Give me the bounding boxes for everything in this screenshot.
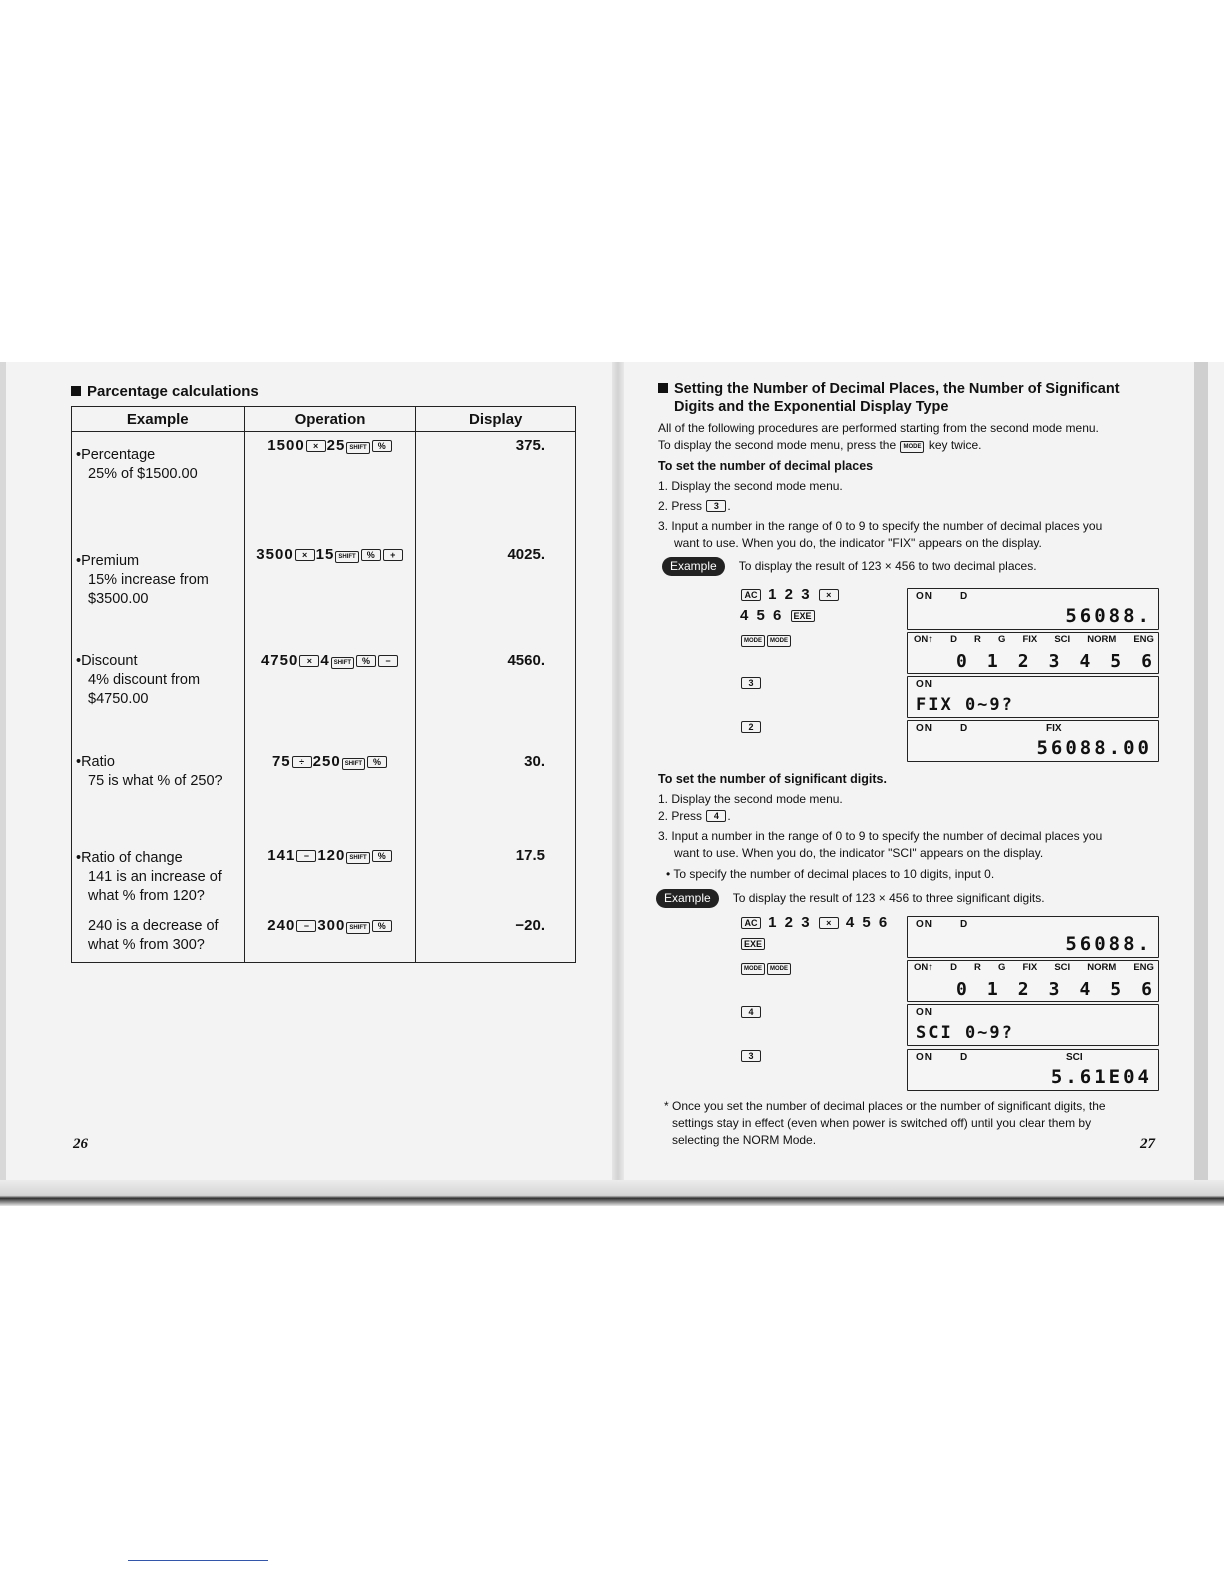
lcd-indicator: ON [916, 1007, 933, 1018]
page-edge-left [0, 362, 6, 1202]
step: 2. Press 3 . [658, 499, 731, 513]
exe-key-icon: EXE [741, 938, 765, 950]
left-heading [71, 383, 259, 400]
lcd-label: ENG [1133, 634, 1154, 645]
table-header-row [72, 407, 576, 432]
significant-example [656, 889, 1161, 908]
times-key-icon: × [299, 655, 319, 667]
percent-key-icon: % [361, 549, 381, 561]
shift-key-icon: SHIFT [331, 657, 354, 669]
percent-key-icon: % [372, 440, 392, 452]
intro-line [658, 437, 1163, 454]
lcd-digit: 1 [986, 979, 998, 1000]
step: 1. Display the second mode menu. [658, 792, 843, 806]
right-heading-line [658, 380, 1168, 398]
operand: 15 [315, 545, 335, 563]
left-heading-text: Parcentage calculations [87, 383, 259, 400]
significant-keys-4 [740, 1001, 762, 1022]
lcd-digit: 5 [1110, 651, 1122, 672]
lcd-indicator: D [960, 1052, 968, 1063]
lcd-digit: 3 [1048, 979, 1060, 1000]
decimal-section [658, 458, 1163, 552]
lcd-display [907, 676, 1159, 718]
example-badge: Example [662, 557, 725, 576]
step: 3. Input a number in the range of 0 to 9 to specify the number of decimal places you [658, 519, 1103, 533]
shift-key-icon: SHIFT [342, 758, 365, 770]
decimal-example [662, 557, 1167, 576]
footnote-line: selecting the NORM Mode. [672, 1133, 817, 1147]
lcd-label: FIX [1022, 962, 1038, 973]
display-value: 4560. [507, 651, 545, 669]
lcd-digit: 4 [1079, 651, 1091, 672]
step-text: 2. Press [658, 809, 703, 823]
lcd-label: G [997, 634, 1006, 645]
intro-text-a: To display the second mode menu, press the [658, 438, 897, 452]
decimal-keys-3 [740, 672, 762, 693]
mode-key-icon: MODE [900, 441, 924, 453]
example-title: •Premium [76, 552, 140, 569]
operand: 25 [326, 437, 346, 454]
book-gutter [612, 362, 624, 1202]
lcd-indicator: D [960, 723, 968, 734]
lcd-digit: 4 [1079, 979, 1091, 1000]
example-line: $3500.00 [88, 590, 149, 607]
table-row [72, 432, 576, 538]
lcd-label: R [974, 962, 981, 973]
decimal-section-title: To set the number of decimal places [658, 459, 874, 473]
example-line: what % from 300? [88, 936, 205, 953]
lcd-value: SCI 0~9? [916, 1023, 1014, 1043]
percent-key-icon: % [372, 920, 392, 932]
lcd-digit: 0 [956, 651, 967, 672]
decimal-keys-1 [740, 584, 840, 626]
operand: 240 [267, 916, 296, 934]
lcd-indicator: ON [916, 679, 933, 690]
step-cont: want to use. When you do, the indicator "FIX" appears on the display. [674, 536, 1042, 550]
intro-text [658, 420, 1163, 454]
example-line: $4750.00 [88, 690, 149, 707]
lcd-indicator: ON [916, 723, 933, 734]
page-edge-bottom [0, 1180, 1224, 1206]
times-key-icon: × [819, 917, 839, 929]
lcd-value: 5.61E04 [1050, 1066, 1152, 1088]
exe-key-icon: EXE [791, 610, 815, 622]
intro-line: All of the following procedures are performed starting from the second mode menu. [658, 421, 1099, 435]
lcd-label: NORM [1087, 962, 1117, 973]
lcd-display [907, 588, 1159, 630]
header-display: Display [416, 407, 576, 432]
percentage-table [71, 406, 576, 963]
key-digits: 1 2 3 [768, 586, 812, 603]
square-bullet-icon [658, 383, 668, 393]
shift-key-icon: SHIFT [346, 852, 369, 864]
decimal-keys-2 [740, 716, 762, 737]
example-title: •Percentage [76, 447, 156, 463]
example-line: what % from 120? [88, 887, 205, 904]
minus-key-icon: − [296, 920, 316, 932]
key-digits: 4 5 6 [845, 914, 890, 931]
shift-key-icon: SHIFT [335, 551, 358, 563]
example-line: 141 is an increase of [88, 868, 222, 885]
example-text: To display the result of 123 × 456 to three significant digits. [732, 891, 1045, 905]
times-key-icon: × [819, 589, 839, 601]
footnote [664, 1098, 1160, 1149]
lcd-value: 56088. [1065, 933, 1152, 955]
operand: 120 [317, 846, 346, 864]
lcd-mode-digits [956, 979, 1152, 1000]
lcd-label: ON↑ [914, 634, 933, 645]
intro-text-b: key twice. [928, 438, 982, 452]
key-digits: 1 2 3 [768, 914, 812, 931]
operand: 250 [312, 752, 341, 770]
percent-key-icon: % [372, 850, 392, 862]
significant-section-title: To set the number of significant digits. [658, 772, 887, 786]
right-heading-text: Digits and the Exponential Display Type [674, 399, 949, 415]
example-title: •Discount [76, 652, 138, 669]
step-cont: want to use. When you do, the indicator "SCI" appears on the display. [674, 846, 1044, 860]
lcd-indicator: ON [916, 919, 933, 930]
operand: 4 [320, 651, 330, 669]
display-value: −20. [515, 916, 545, 934]
times-key-icon: × [295, 549, 315, 561]
significant-keys-3 [740, 1045, 762, 1066]
example-line: 75 is what % of 250? [88, 772, 223, 789]
ac-key-icon: AC [741, 917, 761, 929]
ac-key-icon: AC [741, 589, 761, 601]
mode-key-icon: MODE [767, 635, 791, 647]
key-digits: 4 5 6 [740, 607, 784, 624]
lcd-display [907, 1049, 1159, 1091]
lcd-mode-digits [956, 651, 1152, 672]
operand: 141 [267, 846, 296, 864]
step: 1. Display the second mode menu. [658, 479, 843, 493]
mode-key-icon: MODE [741, 963, 765, 975]
example-badge: Example [656, 889, 719, 908]
example-title: 240 is a decrease of [88, 917, 219, 934]
lcd-label: D [950, 634, 957, 645]
divide-key-icon: ÷ [292, 756, 312, 768]
lcd-label: SCI [1054, 634, 1071, 645]
mode-key-icon: MODE [741, 635, 765, 647]
operand: 4750 [260, 651, 299, 669]
footnote-line: settings stay in effect (even when power is switched off) until you clear them by [672, 1116, 1092, 1130]
lcd-value: FIX 0~9? [916, 695, 1014, 715]
lcd-digit: 3 [1048, 651, 1060, 672]
lcd-label: FIX [1022, 634, 1038, 645]
operand: 300 [317, 916, 346, 934]
lcd-digit: 0 [956, 979, 967, 1000]
lcd-label: ON↑ [914, 962, 933, 973]
percent-key-icon: % [356, 655, 376, 667]
header-example: Example [72, 407, 245, 432]
decimal-keys-mode [740, 628, 792, 649]
table-row [72, 642, 576, 745]
step: 3. Input a number in the range of 0 to 9 to specify the number of decimal places you [658, 829, 1103, 843]
times-key-icon: × [306, 440, 326, 452]
table-row [72, 745, 576, 841]
header-operation: Operation [244, 407, 416, 432]
display-value: 375. [515, 437, 545, 454]
lcd-label: ENG [1133, 962, 1154, 973]
step-text: 2. Press [658, 499, 703, 513]
right-page-number: 27 [1140, 1136, 1155, 1152]
lcd-label: D [950, 962, 957, 973]
footnote-line: * Once you set the number of decimal places or the number of significant digits, the [664, 1099, 1106, 1113]
lcd-value: 56088.00 [1036, 737, 1152, 759]
shift-key-icon: SHIFT [346, 442, 369, 454]
lcd-mode-menu [907, 632, 1159, 674]
lcd-value: 56088. [1065, 605, 1152, 627]
lcd-digit: 2 [1017, 979, 1029, 1000]
lcd-indicator: D [960, 919, 968, 930]
lcd-label: R [974, 634, 981, 645]
display-value: 4025. [507, 545, 545, 563]
mode-key-icon: MODE [767, 963, 791, 975]
significant-keys-1 [740, 912, 889, 954]
table-row [72, 841, 576, 909]
significant-section [658, 771, 1163, 883]
lcd-mode-labels [914, 634, 1154, 645]
display-value: 17.5 [515, 846, 545, 864]
operand: 1500 [267, 437, 305, 454]
example-line: 15% increase from [88, 571, 209, 588]
page-edge-right [1194, 362, 1208, 1202]
step: 2. Press 4 . [658, 809, 731, 823]
lcd-label: G [997, 962, 1006, 973]
minus-key-icon: − [378, 655, 398, 667]
lcd-digit: 6 [1141, 651, 1152, 672]
key-2-icon: 2 [741, 721, 761, 733]
lcd-label: NORM [1087, 634, 1117, 645]
minus-key-icon: − [296, 850, 316, 862]
plus-key-icon: + [383, 549, 403, 561]
right-heading [658, 380, 1168, 416]
percent-key-icon: % [367, 756, 387, 768]
table-row [72, 538, 576, 642]
example-line: 4% discount from [88, 671, 201, 688]
lcd-indicator: ON [916, 591, 933, 602]
lcd-digit: 2 [1017, 651, 1029, 672]
lcd-label: SCI [1054, 962, 1071, 973]
table-row [72, 909, 576, 963]
operand: 75 [271, 752, 291, 770]
example-title: •Ratio of change [76, 849, 183, 866]
key-3-icon: 3 [741, 1050, 761, 1062]
lcd-display [907, 1004, 1159, 1046]
note: • To specify the number of decimal places to 10 digits, input 0. [666, 867, 995, 881]
left-page-number: 26 [73, 1136, 88, 1152]
shift-key-icon: SHIFT [346, 922, 369, 934]
lcd-mode-labels [914, 962, 1154, 973]
lcd-digit: 6 [1141, 979, 1152, 1000]
lcd-indicator: FIX [1046, 723, 1062, 734]
lcd-digit: 1 [986, 651, 998, 672]
key-4-icon: 4 [706, 810, 726, 822]
lcd-digit: 5 [1110, 979, 1122, 1000]
key-4-icon: 4 [741, 1006, 761, 1018]
significant-keys-mode [740, 956, 792, 977]
lcd-display [907, 720, 1159, 762]
right-heading-text: Setting the Number of Decimal Places, the Number of Significant [674, 381, 1120, 397]
lcd-indicator: ON [916, 1052, 933, 1063]
key-3-icon: 3 [741, 677, 761, 689]
operand: 3500 [256, 545, 294, 563]
example-line: 25% of $1500.00 [88, 466, 198, 482]
footer-rule [128, 1560, 268, 1561]
example-text: To display the result of 123 × 456 to two decimal places. [738, 559, 1037, 573]
example-title: •Ratio [76, 753, 115, 770]
square-bullet-icon [71, 386, 81, 396]
lcd-mode-menu [907, 960, 1159, 1002]
lcd-indicator: D [960, 591, 968, 602]
display-value: 30. [524, 752, 545, 770]
lcd-indicator: SCI [1066, 1052, 1083, 1063]
lcd-display [907, 916, 1159, 958]
key-3-icon: 3 [706, 500, 726, 512]
